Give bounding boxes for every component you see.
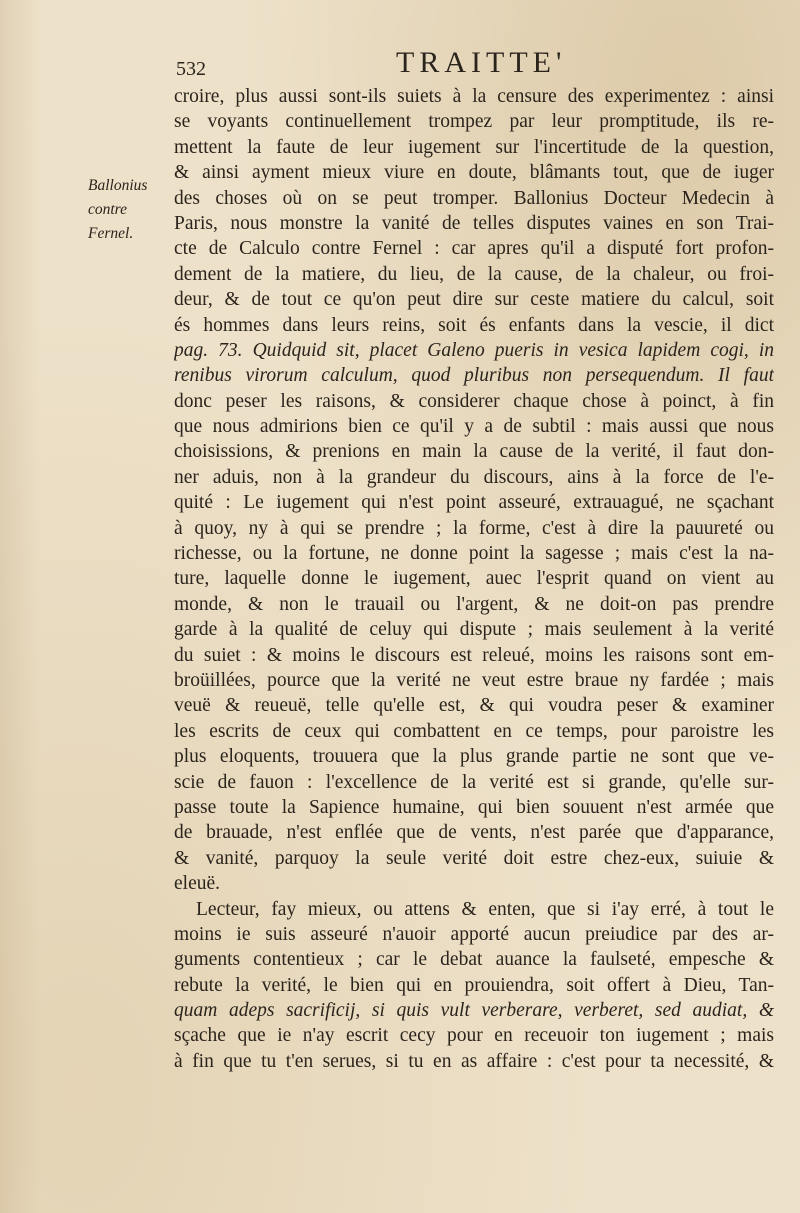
text-line: dement de la matiere, du lieu, de la cause, de la chaleur, ou froi- (174, 263, 774, 285)
text-line: de brauade, n'est enflée que de vents, n'est parée que d'apparance, (174, 822, 774, 844)
text-line: se voyants continuellement trompez par leur promptitude, ils re- (174, 111, 774, 133)
text-line: & ainsi ayment mieux viure en doute, blâmants tout, que de iuger (174, 162, 774, 184)
text-line: mettent la faute de leur iugement sur l'incertitude de la question, (174, 136, 774, 158)
page-header (176, 46, 776, 86)
text-line: ner aduis, non à la grandeur du discours, ains à la force de l'e- (174, 466, 774, 488)
text-line: croire, plus aussi sont-ils suiets à la censure des experimentez : ainsi (174, 86, 774, 107)
paragraph-start-line: Lecteur, fay mieux, ou attens & enten, que si i'ay erré, à tout le (196, 898, 774, 920)
text-line: broüillées, pource que la verité ne veut estre braue ny fardée ; mais (174, 669, 774, 691)
text-line: guments contentieux ; car le debat auance la faulseté, empesche & (174, 949, 774, 971)
text-line: deur, & de tout ce qu'on peut dire sur ceste matiere du calcul, soit (174, 289, 774, 311)
marginal-note-line: Fernel. (88, 225, 134, 242)
text-line: ture, laquelle donne le iugement, auec l'esprit quand on vient au (174, 568, 774, 590)
text-line: & vanité, parquoy la seule verité doit estre chez-eux, suiuie & (174, 847, 774, 869)
text-line: du suiet : & moins le discours est releué, moins les raisons sont em- (174, 644, 774, 666)
text-line: cte de Calculo contre Fernel : car apres qu'il a disputé fort profon- (174, 238, 774, 260)
marginal-note-line: Ballonius (88, 177, 148, 194)
text-line: passe toute la Sapience humaine, qui bien souuent n'est armée que (174, 796, 774, 818)
text-line: plus eloquents, trouuera que la plus grande partie ne sont que ve- (174, 746, 774, 768)
text-line: à fin que tu t'en serues, si tu en as affaire : c'est pour ta necessité, & (174, 1050, 774, 1072)
marginal-note-line: contre (88, 201, 128, 218)
text-line: és hommes dans leurs reins, soit és enfants dans la vescie, il dict (174, 314, 774, 336)
text-line: rebute la verité, le bien qui en prouiendra, soit offert à Dieu, Tan- (174, 974, 774, 996)
text-line: des choses où on se peut tromper. Ballonius Docteur Medecin à (174, 187, 774, 209)
text-line: garde à la qualité de celuy qui dispute ; mais seulement à la verité (174, 619, 774, 641)
text-line: sçache que ie n'ay escrit cecy pour en receuoir ton iugement ; mais (174, 1025, 774, 1047)
running-title: TRAITTE' (396, 46, 567, 79)
text-line: Paris, nous monstre la vanité de telles disputes vaines en son Trai- (174, 212, 774, 234)
text-line: donc peser les raisons, & considerer chaque chose à poinct, à fin (174, 390, 774, 412)
text-line: eleuë. (174, 873, 221, 895)
marginal-note (88, 174, 168, 246)
text-line: quité : Le iugement qui n'est point asseuré, extrauagué, ne sçachant (174, 492, 774, 514)
latin-quote-line: pag. 73. Quidquid sit, placet Galeno pueris in vesica lapidem cogi, in (174, 339, 774, 361)
text-line: richesse, ou la fortune, ne donne point la sagesse ; mais c'est la na- (174, 543, 774, 565)
page-number: 532 (176, 58, 206, 80)
text-line: monde, & non le trauail ou l'argent, & ne doit-on pas prendre (174, 593, 774, 615)
latin-quote-line: quam adeps sacrificij, si quis vult verberare, verberet, sed audiat, & (174, 1000, 774, 1022)
text-line: les escrits de ceux qui combattent en ce temps, pour paroistre les (174, 720, 774, 742)
text-line: scie de fauon : l'excellence de la verité est si grande, qu'elle sur- (174, 771, 774, 793)
text-line: que nous admirions bien ce qu'il y a de subtil : mais aussi que nous (174, 416, 774, 438)
text-line: à quoy, ny à qui se prendre ; la forme, c'est à dire la pauureté ou (174, 517, 774, 539)
text-line: moins ie suis asseuré n'auoir apporté aucun preiudice par des ar- (174, 923, 774, 945)
text-line: veuë & reueuë, telle qu'elle est, & qui voudra peser & examiner (174, 695, 774, 717)
latin-quote-line: renibus virorum calculum, quod pluribus non persequendum. Il faut (174, 365, 774, 387)
text-line: choisissions, & prenions en main la cause de la verité, il faut don- (174, 441, 774, 463)
body-text (174, 84, 774, 1074)
